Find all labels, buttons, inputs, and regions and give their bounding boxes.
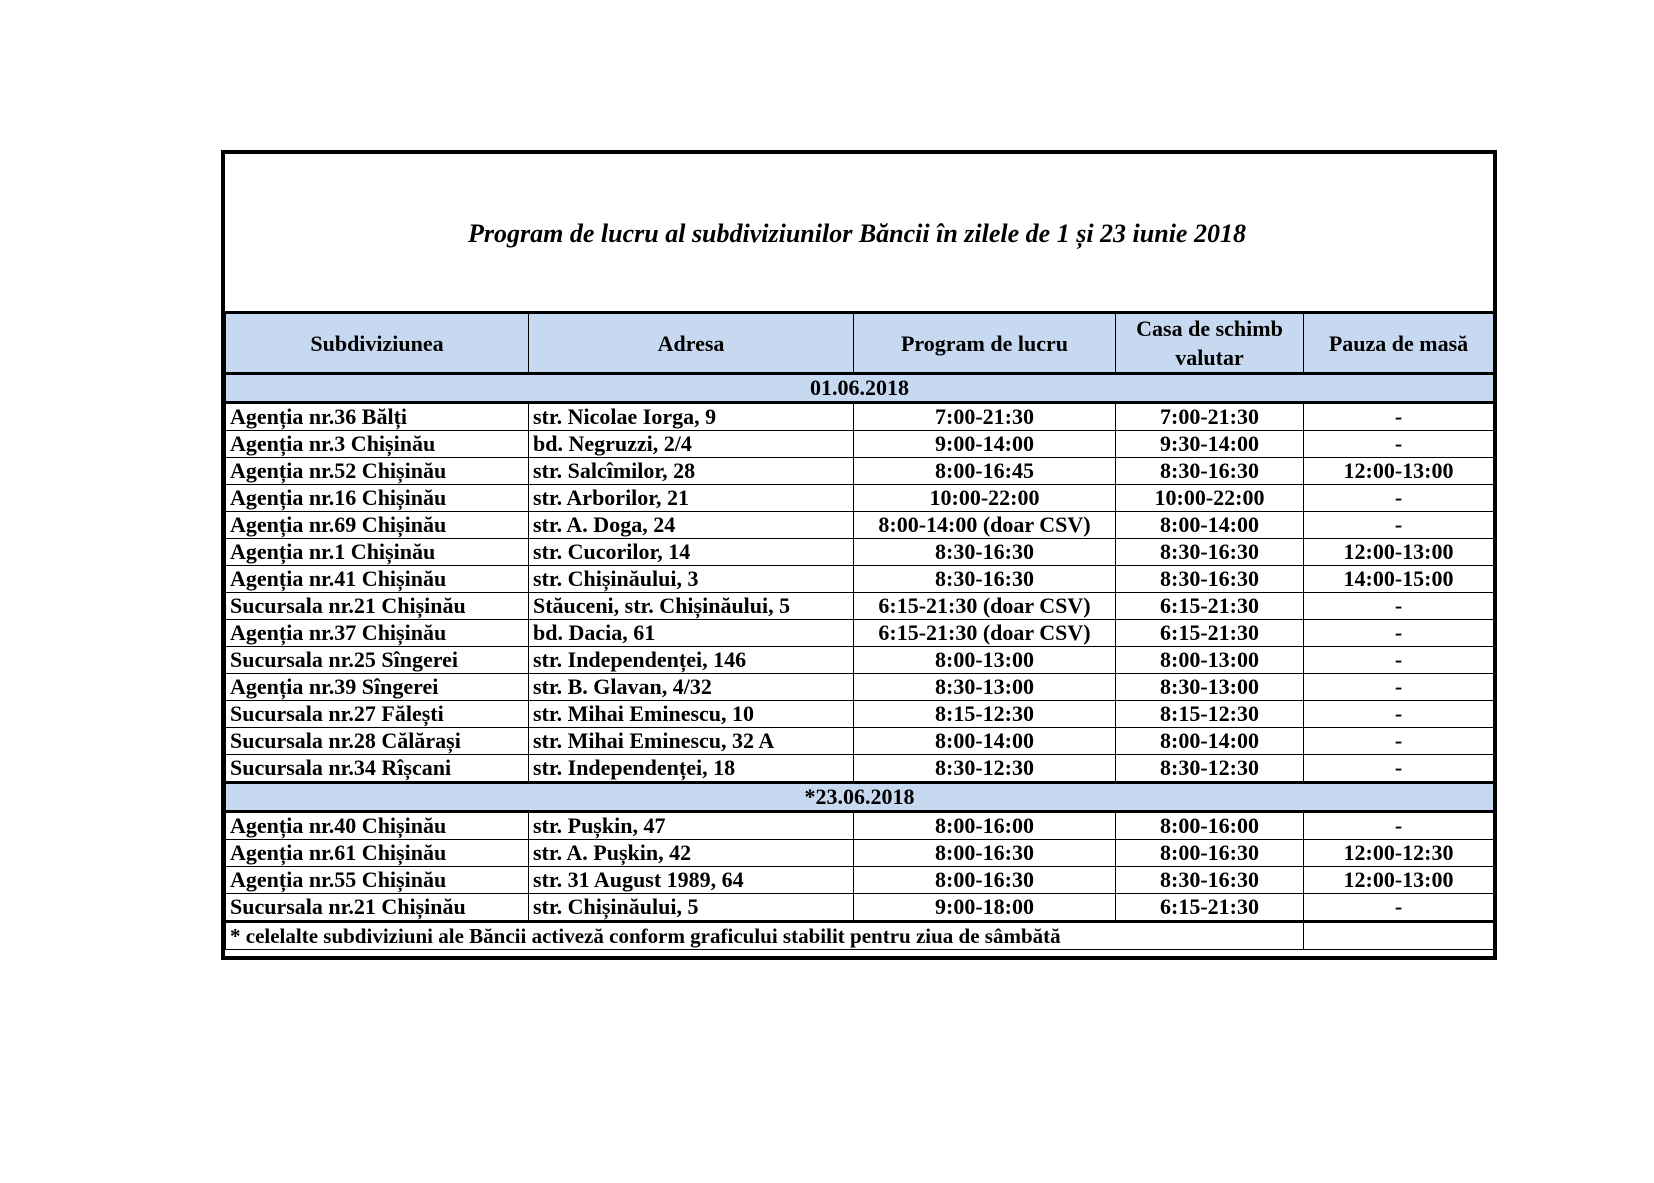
cell-work-program: 8:00-13:00 xyxy=(854,647,1116,674)
cell-lunch: - xyxy=(1304,431,1494,458)
cell-lunch: - xyxy=(1304,620,1494,647)
cell-work-program: 8:30-13:00 xyxy=(854,674,1116,701)
footnote-row xyxy=(226,922,1494,950)
cell-exchange: 8:30-12:30 xyxy=(1116,755,1304,783)
table-row xyxy=(226,620,1494,647)
table-row xyxy=(226,674,1494,701)
cell-lunch: 12:00-12:30 xyxy=(1304,840,1494,867)
schedule-document xyxy=(221,150,1497,960)
cell-lunch: - xyxy=(1304,728,1494,755)
cell-subdivision: Sucursala nr.25 Sîngerei xyxy=(226,647,529,674)
table-row xyxy=(226,840,1494,867)
cell-exchange: 8:00-14:00 xyxy=(1116,512,1304,539)
table-row xyxy=(226,458,1494,485)
cell-exchange: 8:30-16:30 xyxy=(1116,539,1304,566)
footnote-text: * celelalte subdiviziuni ale Băncii activeză conform graficului stabilit pentru ziua de sâmbătă xyxy=(226,922,1304,950)
table-row xyxy=(226,485,1494,512)
cell-subdivision: Agenția nr.41 Chișinău xyxy=(226,566,529,593)
cell-subdivision: Agenția nr.61 Chișinău xyxy=(226,840,529,867)
table-row xyxy=(226,566,1494,593)
cell-subdivision: Agenția nr.16 Chișinău xyxy=(226,485,529,512)
cell-lunch: 12:00-13:00 xyxy=(1304,867,1494,894)
cell-work-program: 8:00-14:00 xyxy=(854,728,1116,755)
cell-address: str. A. Pușkin, 42 xyxy=(529,840,854,867)
cell-address: str. B. Glavan, 4/32 xyxy=(529,674,854,701)
section-date: *23.06.2018 xyxy=(226,783,1494,812)
cell-address: str. Mihai Eminescu, 10 xyxy=(529,701,854,728)
cell-address: Stăuceni, str. Chișinăului, 5 xyxy=(529,593,854,620)
cell-lunch: - xyxy=(1304,647,1494,674)
table-row xyxy=(226,812,1494,840)
cell-subdivision: Agenția nr.36 Bălți xyxy=(226,403,529,431)
table-row xyxy=(226,647,1494,674)
cell-exchange: 9:30-14:00 xyxy=(1116,431,1304,458)
section-row xyxy=(226,783,1494,812)
cell-address: str. Mihai Eminescu, 32 A xyxy=(529,728,854,755)
cell-subdivision: Agenția nr.52 Chișinău xyxy=(226,458,529,485)
cell-lunch: - xyxy=(1304,894,1494,922)
cell-address: str. Independenței, 18 xyxy=(529,755,854,783)
cell-subdivision: Sucursala nr.28 Călărași xyxy=(226,728,529,755)
cell-subdivision: Sucursala nr.21 Chișinău xyxy=(226,593,529,620)
cell-lunch: 14:00-15:00 xyxy=(1304,566,1494,593)
cell-exchange: 8:30-16:30 xyxy=(1116,566,1304,593)
cell-work-program: 8:00-16:00 xyxy=(854,812,1116,840)
cell-lunch: - xyxy=(1304,755,1494,783)
cell-subdivision: Agenția nr.40 Chișinău xyxy=(226,812,529,840)
cell-address: str. Salcîmilor, 28 xyxy=(529,458,854,485)
cell-subdivision: Sucursala nr.21 Chișinău xyxy=(226,894,529,922)
cell-lunch: - xyxy=(1304,403,1494,431)
cell-lunch: - xyxy=(1304,593,1494,620)
cell-address: str. Cucorilor, 14 xyxy=(529,539,854,566)
cell-work-program: 8:15-12:30 xyxy=(854,701,1116,728)
cell-exchange: 8:00-13:00 xyxy=(1116,647,1304,674)
cell-exchange: 8:30-13:00 xyxy=(1116,674,1304,701)
cell-exchange: 6:15-21:30 xyxy=(1116,620,1304,647)
table-row xyxy=(226,867,1494,894)
cell-work-program: 6:15-21:30 (doar CSV) xyxy=(854,593,1116,620)
table-row xyxy=(226,755,1494,783)
cell-address: str. Arborilor, 21 xyxy=(529,485,854,512)
cell-subdivision: Agenția nr.1 Chișinău xyxy=(226,539,529,566)
cell-lunch: - xyxy=(1304,674,1494,701)
cell-address: str. 31 August 1989, 64 xyxy=(529,867,854,894)
cell-exchange: 8:00-14:00 xyxy=(1116,728,1304,755)
header-subdivision: Subdiviziunea xyxy=(226,313,529,374)
cell-subdivision: Agenția nr.69 Chișinău xyxy=(226,512,529,539)
cell-work-program: 8:30-12:30 xyxy=(854,755,1116,783)
table-row xyxy=(226,403,1494,431)
cell-work-program: 8:00-14:00 (doar CSV) xyxy=(854,512,1116,539)
cell-exchange: 8:30-16:30 xyxy=(1116,458,1304,485)
cell-work-program: 9:00-14:00 xyxy=(854,431,1116,458)
cell-work-program: 10:00-22:00 xyxy=(854,485,1116,512)
table-row xyxy=(226,539,1494,566)
cell-work-program: 8:30-16:30 xyxy=(854,539,1116,566)
cell-exchange: 8:30-16:30 xyxy=(1116,867,1304,894)
cell-work-program: 9:00-18:00 xyxy=(854,894,1116,922)
cell-address: str. Independenței, 146 xyxy=(529,647,854,674)
table-row xyxy=(226,701,1494,728)
cell-work-program: 8:00-16:30 xyxy=(854,867,1116,894)
cell-lunch: - xyxy=(1304,701,1494,728)
cell-subdivision: Agenția nr.3 Chișinău xyxy=(226,431,529,458)
cell-subdivision: Agenția nr.37 Chișinău xyxy=(226,620,529,647)
header-exchange: Casa de schimb valutar xyxy=(1116,313,1304,374)
cell-lunch: - xyxy=(1304,512,1494,539)
cell-exchange: 6:15-21:30 xyxy=(1116,894,1304,922)
cell-exchange: 8:15-12:30 xyxy=(1116,701,1304,728)
cell-lunch: - xyxy=(1304,812,1494,840)
title-area xyxy=(225,154,1493,314)
cell-work-program: 8:00-16:30 xyxy=(854,840,1116,867)
cell-work-program: 7:00-21:30 xyxy=(854,403,1116,431)
cell-address: str. Pușkin, 47 xyxy=(529,812,854,840)
cell-address: bd. Dacia, 61 xyxy=(529,620,854,647)
cell-subdivision: Sucursala nr.34 Rîșcani xyxy=(226,755,529,783)
section-row xyxy=(226,374,1494,403)
cell-lunch: 12:00-13:00 xyxy=(1304,539,1494,566)
table-body xyxy=(226,374,1494,950)
cell-subdivision: Sucursala nr.27 Fălești xyxy=(226,701,529,728)
header-work-program: Program de lucru xyxy=(854,313,1116,374)
cell-address: str. Chișinăului, 3 xyxy=(529,566,854,593)
cell-address: str. Nicolae Iorga, 9 xyxy=(529,403,854,431)
cell-address: str. A. Doga, 24 xyxy=(529,512,854,539)
cell-work-program: 8:00-16:45 xyxy=(854,458,1116,485)
table-row xyxy=(226,728,1494,755)
cell-lunch: - xyxy=(1304,485,1494,512)
cell-address: str. Chișinăului, 5 xyxy=(529,894,854,922)
table-row xyxy=(226,512,1494,539)
cell-subdivision: Agenția nr.55 Chișinău xyxy=(226,867,529,894)
schedule-table xyxy=(225,311,1494,950)
section-date: 01.06.2018 xyxy=(226,374,1494,403)
table-row xyxy=(226,431,1494,458)
cell-work-program: 6:15-21:30 (doar CSV) xyxy=(854,620,1116,647)
cell-work-program: 8:30-16:30 xyxy=(854,566,1116,593)
table-row xyxy=(226,894,1494,922)
cell-exchange: 6:15-21:30 xyxy=(1116,593,1304,620)
footnote-empty-cell xyxy=(1304,922,1494,950)
cell-exchange: 8:00-16:00 xyxy=(1116,812,1304,840)
cell-subdivision: Agenția nr.39 Sîngerei xyxy=(226,674,529,701)
cell-address: bd. Negruzzi, 2/4 xyxy=(529,431,854,458)
cell-exchange: 10:00-22:00 xyxy=(1116,485,1304,512)
header-address: Adresa xyxy=(529,313,854,374)
cell-exchange: 7:00-21:30 xyxy=(1116,403,1304,431)
header-row xyxy=(226,313,1494,374)
cell-exchange: 8:00-16:30 xyxy=(1116,840,1304,867)
table-row xyxy=(226,593,1494,620)
header-lunch: Pauza de masă xyxy=(1304,313,1494,374)
cell-lunch: 12:00-13:00 xyxy=(1304,458,1494,485)
page-title: Program de lucru al subdiviziunilor Băncii în zilele de 1 și 23 iunie 2018 xyxy=(468,219,1246,248)
